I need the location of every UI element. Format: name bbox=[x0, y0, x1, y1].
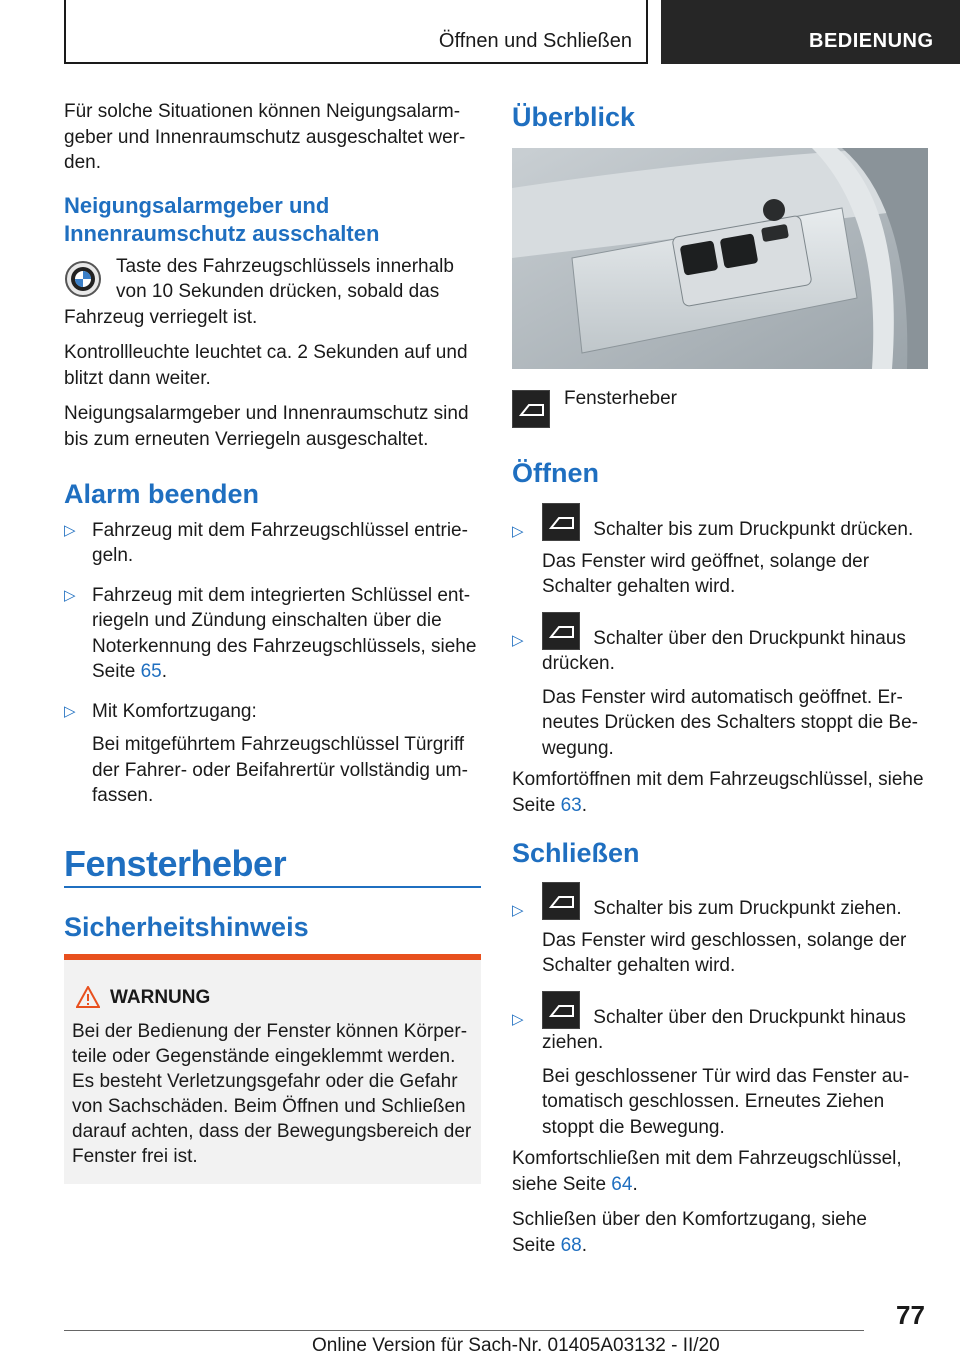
list-item: ▷ Schalter bis zum Druckpunkt drücken. Das Fenster wird geöffnet, solange der Schalter gehalten wird. bbox=[512, 503, 932, 600]
triangle-bullet-icon: ▷ bbox=[512, 631, 524, 649]
warning-title: WARNUNG bbox=[110, 987, 211, 1008]
window-switch-icon bbox=[542, 503, 580, 541]
list-item: ▷ Fahrzeug mit dem Fahrzeugschlüssel entrie- geln. bbox=[64, 519, 468, 566]
comfort-close-paragraph: Komfortschließen mit dem Fahrzeugschlüssel, siehe Seite 64. bbox=[512, 1148, 902, 1195]
triangle-bullet-icon: ▷ bbox=[64, 586, 76, 604]
page-link-68[interactable]: 68 bbox=[560, 1234, 582, 1256]
warning-box bbox=[64, 954, 481, 1184]
page-number: 77 bbox=[896, 1300, 925, 1330]
list-item: ▷ Fahrzeug mit dem integrierten Schlüssel ent- riegeln und Zündung einschalten über die Noterkennung des Fahrzeugschlüssels, siehe Seite 65. bbox=[64, 584, 477, 682]
triangle-bullet-icon: ▷ bbox=[64, 702, 76, 720]
window-switch-icon bbox=[542, 612, 580, 650]
footer-online-version: Online Version für Sach-Nr. 01405A03132 - II/20 bbox=[312, 1335, 720, 1356]
list-item: ▷ Mit Komfortzugang: Bei mitgeführtem Fahrzeugschlüssel Türgriff der Fahrer- oder Beifahrertür vollständig um- fassen. bbox=[64, 700, 468, 806]
window-switch-icon bbox=[542, 991, 580, 1029]
header-chapter-title: BEDIENUNG bbox=[809, 30, 934, 52]
header-chapter-box bbox=[661, 0, 960, 64]
heading-safety: Sicherheitshinweis bbox=[64, 912, 309, 942]
heading-disable: Neigungsalarmgeber und Innenraumschutz ausschalten bbox=[64, 192, 380, 246]
heading-alarm-end: Alarm beenden bbox=[64, 479, 260, 509]
footer-divider bbox=[64, 1330, 864, 1331]
triangle-bullet-icon: ▷ bbox=[512, 902, 524, 919]
intro-paragraph: Für solche Situationen können Neigungsalarm- geber und Innenraumschutz ausgeschaltet wer- den. bbox=[64, 101, 466, 173]
warning-text: Bei der Bedienung der Fenster können Körper- teile oder Gegenstände eingeklemmt werden. Es besteht Verletzungsgefahr oder die Gefahr von Sachschäden. Beim Öffnen und Schließen darauf achten, dass der Bewegungsbereich der Fenster frei ist. bbox=[72, 1021, 472, 1167]
list-item: ▷ Schalter über den Druckpunkt hinaus drücken. Das Fenster wird automatisch geöffnet. Er- neutes Drücken des Schalters stoppt die Be- wegung. bbox=[512, 612, 932, 762]
heading-underline bbox=[64, 886, 481, 888]
triangle-bullet-icon: ▷ bbox=[512, 1010, 524, 1028]
window-switch-icon bbox=[512, 390, 550, 428]
heading-open: Öffnen bbox=[512, 458, 599, 488]
left-column bbox=[64, 99, 484, 809]
comfort-open-paragraph: Komfortöffnen mit dem Fahrzeugschlüssel, siehe Seite 63. bbox=[512, 769, 924, 816]
triangle-bullet-icon: ▷ bbox=[512, 523, 524, 540]
image-caption: Fensterheber bbox=[564, 388, 678, 409]
list-item: ▷ Schalter bis zum Druckpunkt ziehen. Das Fenster wird geschlossen, solange der Schalter gehalten wird. bbox=[512, 882, 932, 979]
heading-fensterheber: Fensterheber bbox=[64, 843, 287, 884]
page-link-64[interactable]: 64 bbox=[611, 1173, 633, 1195]
header-section-title: Öffnen und Schließen bbox=[438, 30, 632, 52]
close-list bbox=[512, 882, 932, 1258]
close-comfort-access-paragraph: Schließen über den Komfortzugang, siehe Seite 68. bbox=[512, 1209, 867, 1256]
triangle-bullet-icon: ▷ bbox=[64, 521, 76, 539]
header-section-box bbox=[64, 0, 648, 64]
paragraph-indicator: Kontrollleuchte leuchtet ca. 2 Sekunden auf und blitzt dann weiter. bbox=[64, 342, 468, 389]
list-item: ▷ Schalter über den Druckpunkt hinaus ziehen. Bei geschlossener Tür wird das Fenster au- tomatisch geschlossen. Erneutes Ziehen stoppt die Bewegung. bbox=[512, 991, 932, 1141]
door-panel-image bbox=[512, 148, 928, 369]
warning-triangle-icon bbox=[76, 986, 100, 1008]
paragraph-disabled-until: Neigungsalarmgeber und Innenraumschutz sind bis zum erneuten Verriegeln ausgeschaltet. bbox=[64, 403, 469, 450]
window-switch-icon bbox=[542, 882, 580, 920]
bmw-key-icon bbox=[64, 260, 102, 298]
open-list bbox=[512, 503, 932, 818]
heading-close: Schließen bbox=[512, 838, 640, 868]
heading-overview: Überblick bbox=[512, 102, 636, 132]
page-link-63[interactable]: 63 bbox=[560, 794, 582, 816]
disable-block: Taste des Fahrzeugschlüssels innerhalb von 10 Sekunden drücken, sobald das Fahrzeug verriegelt ist. bbox=[64, 255, 454, 328]
page-link-65[interactable]: 65 bbox=[140, 661, 162, 682]
